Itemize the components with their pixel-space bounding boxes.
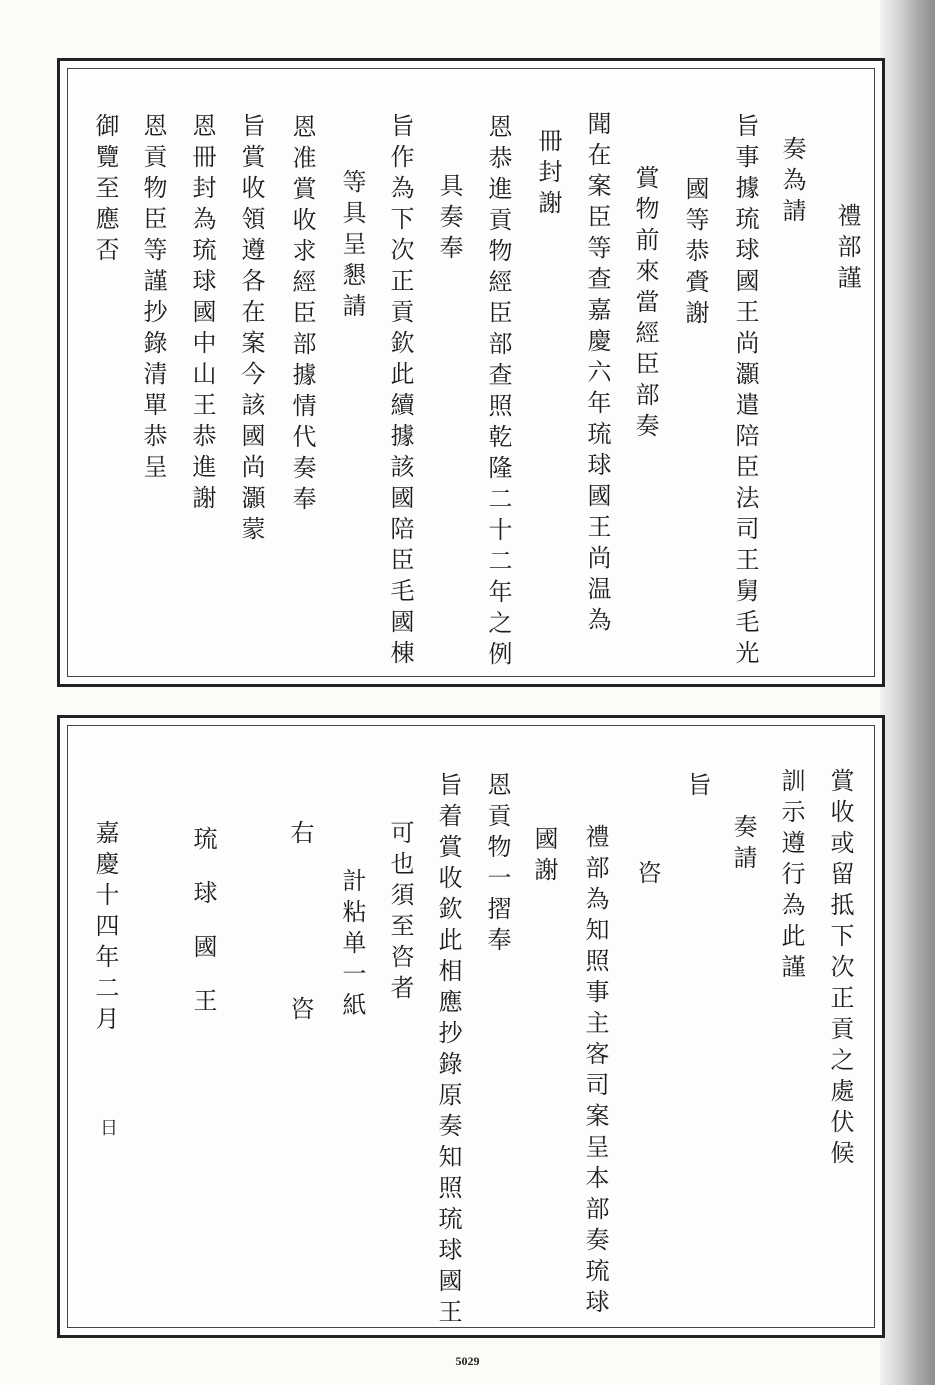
text-column: 禮部為知照事主客司案呈本部奏琉球 <box>581 824 609 1320</box>
text-column: 咨 <box>286 996 314 1027</box>
text-column: 恩貢物臣等謹抄錄清單恭呈 <box>139 113 167 485</box>
memorial-panel-top <box>57 58 885 687</box>
text-column: 恩貢物一摺奉 <box>483 772 511 958</box>
text-column: 禮部謹 <box>833 203 861 296</box>
text-column: 訓示遵行為此謹 <box>777 768 805 985</box>
text-column: 可也須至咨者 <box>386 820 414 1006</box>
text-column: 奏為請 <box>778 136 806 229</box>
page-number: 5029 <box>455 1354 480 1368</box>
text-column: 日 <box>97 1118 118 1141</box>
book-spine-shadow <box>880 0 935 1385</box>
text-column: 恩准賞收求經臣部據情代奏奉 <box>288 114 316 517</box>
text-column: 奏請 <box>729 814 757 876</box>
text-column: 旨賞收領遵各在案今該國尚灝蒙 <box>237 113 265 547</box>
text-column: 旨作為下次正貢欽此續據該國陪臣毛國棟 <box>386 113 414 671</box>
text-column: 旨 <box>683 772 711 803</box>
text-column: 旨事據琉球國王尚灝遣陪臣法司王舅毛光 <box>731 113 759 671</box>
text-column: 聞在案臣等查嘉慶六年琉球國王尚温為 <box>583 111 611 638</box>
text-column: 恩恭進貢物經臣部查照乾隆二十二年之例 <box>484 114 512 672</box>
text-column: 賞收或留抵下次正貢之處伏候 <box>826 768 854 1171</box>
text-column: 賞物前來當經臣部奏 <box>631 165 659 444</box>
text-column: 等具呈懇請 <box>338 169 366 324</box>
memorial-panel-bottom <box>57 715 885 1338</box>
text-column: 咨 <box>633 860 661 891</box>
text-column: 冊封謝 <box>534 128 562 221</box>
text-column: 國等恭賫謝 <box>681 176 709 331</box>
text-column: 恩冊封為琉球國中山王恭進謝 <box>188 113 216 516</box>
text-column: 御覽至應否 <box>91 113 119 268</box>
text-column: 琉球國王 <box>189 826 217 1042</box>
text-column: 具奏奉 <box>435 173 463 266</box>
text-column: 旨着賞收欽此相應抄錄原奏知照琉球國王 <box>434 772 462 1330</box>
text-column: 右 <box>286 820 314 851</box>
text-column: 嘉慶十四年二月 <box>91 820 119 1037</box>
text-column: 計粘单一紙 <box>338 868 366 1023</box>
text-column: 國謝 <box>530 826 558 888</box>
